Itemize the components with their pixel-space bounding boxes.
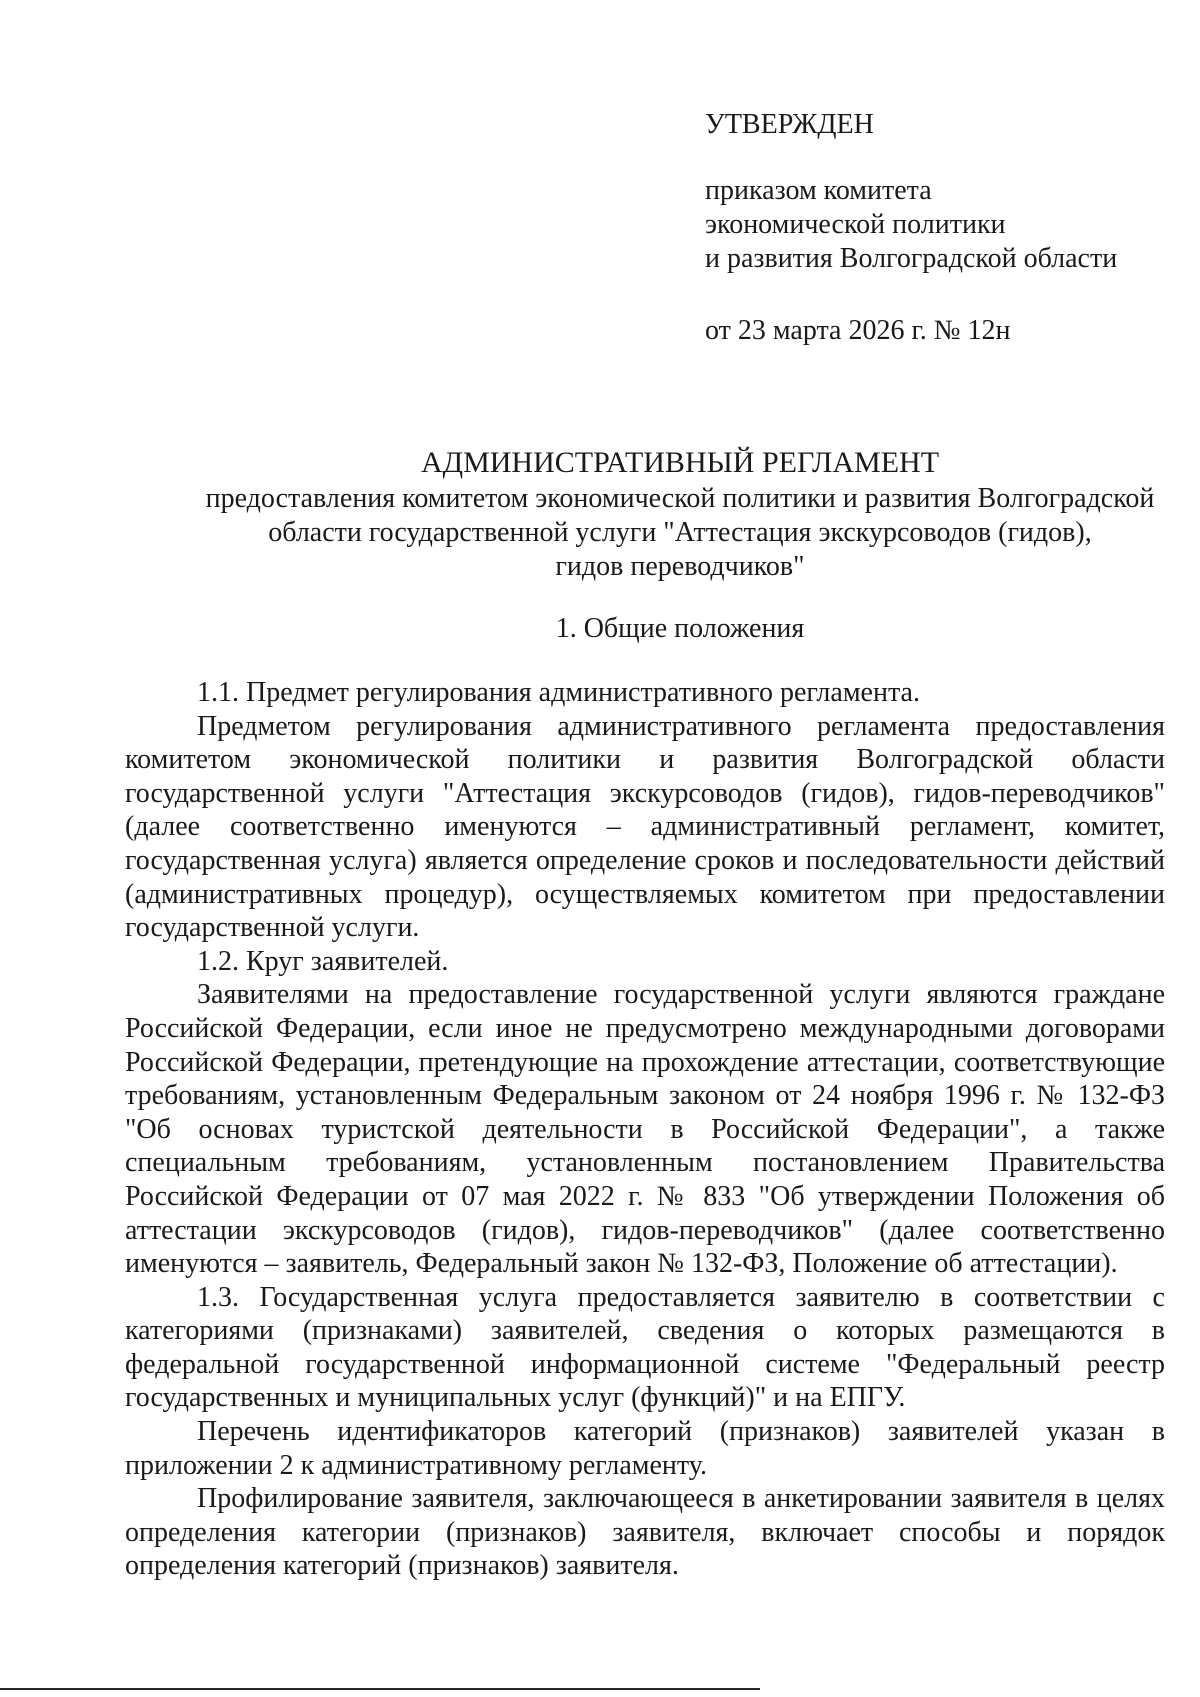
approval-heading: УТВЕРЖДЕН	[705, 109, 874, 140]
document-title-block	[125, 446, 1200, 584]
paragraph: 1.2. Круг заявителей.	[197, 945, 449, 977]
paragraph: Заявителями на предоставление государственной услуги являются граждане Российской Федерации, если иное не предусмотрено международными договорами Российской Федерации, претендующие на прохождение аттестации, соответствующие требованиям, установленным Федеральным законом от 24 ноября 1996 г. № 132-ФЗ "Об основах туристской деятельности в Российской Федерации", а также специальным требованиям, установленным постановлением Правительства Российской Федерации от 07 мая 2022 г. № 833 "Об утверждении Положения об аттестации экскурсоводов (гидов), гидов-переводчиков" (далее соответственно именуются – заявитель, Федеральный закон № 132-ФЗ, Положение об аттестации).	[125, 979, 1165, 1280]
page-bottom-rule	[0, 1688, 760, 1690]
document-subtitle-line: предоставления комитетом экономической политики и развития Волгоградской	[205, 483, 1155, 514]
document-body	[125, 676, 1165, 1583]
approval-stamp-block	[705, 108, 1165, 348]
section-heading: 1. Общие положения	[555, 613, 805, 644]
paragraph: Профилирование заявителя, заключающееся в анкетировании заявителя в целях определения категории (признаков) заявителя, включает способы и порядок определения категорий (признаков) заявителя.	[125, 1483, 1165, 1582]
approval-date-line: от 23 марта 2026 г. № 12н	[705, 315, 1011, 346]
approval-order-line: приказом комитета	[705, 175, 932, 206]
approval-order	[705, 174, 1165, 276]
approval-order-line: экономической политики	[705, 209, 1006, 240]
document-subtitle-line: области государственной услуги "Аттестация экскурсоводов (гидов),	[268, 517, 1092, 548]
paragraph: Предметом регулирования административного регламента предоставления комитетом экономической политики и развития Волгоградской области государственной услуги "Аттестация экскурсоводов (гидов), гидов-переводчиков" (далее соответственно именуются – административный регламент, комитет, государственная услуга) является определение сроков и последовательности действий (административных процедур), осуществляемых комитетом при предоставлении государственной услуги.	[125, 710, 1165, 944]
document-subtitle-line: гидов переводчиков"	[555, 551, 805, 582]
approval-order-line: и развития Волгоградской области	[705, 243, 1118, 274]
document-title: АДМИНИСТРАТИВНЫЙ РЕГЛАМЕНТ	[420, 446, 940, 479]
paragraph: Перечень идентификаторов категорий (признаков) заявителей указан в приложении 2 к административному регламенту.	[125, 1416, 1165, 1481]
paragraph: 1.1. Предмет регулирования административного регламента.	[197, 677, 920, 708]
paragraph: 1.3. Государственная услуга предоставляется заявителю в соответствии с категориями (признаками) заявителей, сведения о которых размещаются в федеральной государственной информационной системе "Федеральный реестр государственных и муниципальных услуг (функций)" и на ЕПГУ.	[125, 1281, 1165, 1414]
